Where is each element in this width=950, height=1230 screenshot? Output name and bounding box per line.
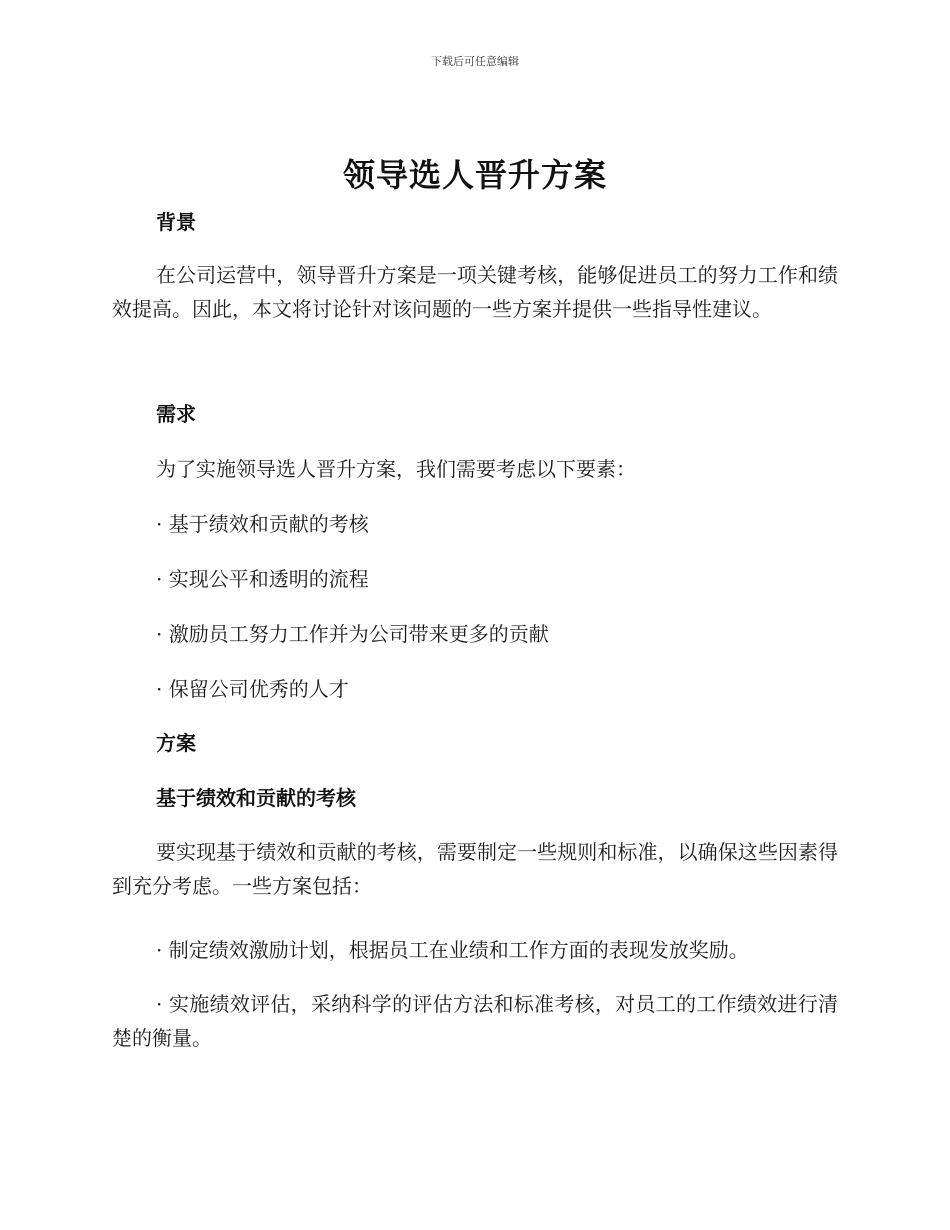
list-item: · 实施绩效评估，采纳科学的评估方法和标准考核，对员工的工作绩效进行清楚的衡量。	[112, 992, 838, 1050]
heading-background: 背景	[156, 210, 196, 234]
paragraph-background: 在公司运营中，领导晋升方案是一项关键考核，能够促进员工的努力工作和绩效提高。因此，本文将讨论针对该问题的一些方案并提供一些指导性建议。	[112, 263, 838, 321]
list-item: · 制定绩效激励计划，根据员工在业绩和工作方面的表现发放奖励。	[156, 938, 749, 962]
heading-plan: 方案	[156, 731, 196, 755]
heading-requirements: 需求	[156, 402, 196, 426]
subheading-performance: 基于绩效和贡献的考核	[156, 786, 356, 810]
list-item: · 激励员工努力工作并为公司带来更多的贡献	[156, 622, 549, 646]
requirements-intro: 为了实施领导选人晋升方案，我们需要考虑以下要素：	[156, 457, 636, 481]
list-item: · 实现公平和透明的流程	[156, 567, 369, 591]
header-note: 下载后可任意编辑	[431, 55, 519, 68]
document-title: 领导选人晋升方案	[342, 156, 607, 194]
list-item: · 基于绩效和贡献的考核	[156, 512, 369, 536]
paragraph-plan: 要实现基于绩效和贡献的考核，需要制定一些规则和标准，以确保这些因素得到充分考虑。一些方案包括：	[112, 840, 838, 898]
list-item: · 保留公司优秀的人才	[156, 677, 349, 701]
